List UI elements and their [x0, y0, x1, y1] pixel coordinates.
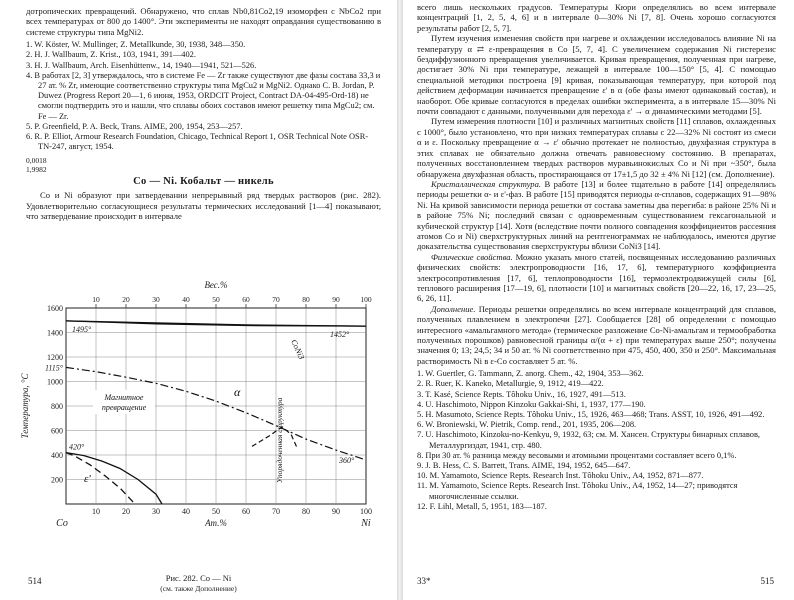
region-label-ordered: Упорядоченная структура: [275, 397, 284, 483]
y-tick-label: 1600: [47, 304, 63, 313]
right-paragraph: всего лишь нескольких градусов. Температуры Кюри определялись во всем интервале концентраций [1, 2, 5, 4, 6] и в интервале 0—30% Ni [7, 8]. Очень хорошо согласуются результаты работ [2, 5, 7].: [417, 2, 776, 33]
x-tick-label: 100: [360, 507, 372, 516]
page-number-left: 514: [28, 576, 42, 586]
top-tick-label: 30: [152, 295, 160, 304]
annotation-label: 420°: [69, 442, 85, 452]
right-paragraph: [417, 252, 776, 304]
y-tick-label: 1200: [47, 353, 63, 362]
reference-item: 7. U. Haschimoto, Kinzoku-no-Kenkyu, 9, 1932, 63; см. М. Хансен. Структуры бинарных сплавов, Металлургиздат, 1941, стр. 480.: [417, 430, 761, 450]
figure-caption-sub: (см. также Дополнение): [160, 584, 237, 593]
subsection-title: Дополнение.: [431, 303, 476, 314]
x-tick-label: 50: [212, 507, 220, 516]
reference-item: 5. H. Masumoto, Science Repts. Tôhoku Univ., 15, 1926, 463—468; Trans. ASST, 10, 1926, 491—492.: [417, 410, 765, 420]
paragraph-text: Периоды решетки определялись во всем интервале концентраций для сплавов, полученных плавлением в электропечи [27]. Сообщается [28] об определении с помощью интересного «амальгамного метода» (термическое разложение Co-Ni-амальгам и термообработка полученных порошков) равновесной границы α/(α + ε) при температурах выше 250°; получены значения 0; 13; 24,5; 34 и 50 ат. % Ni соответственно при 475, 450, 400, 350 и 250°. Максимальная растворимость Ni в ε-Co составляет 5 ат. %.: [417, 303, 776, 366]
y-tick-label: 1400: [47, 328, 63, 338]
left-top-paragraph: дотропических превращений. Обнаружено, что сплав Nb0,81Co2,19 изоморфен с NbCo2 при всех температурах от 800 до 1400°. Эти эксперименты не находят оправдания существованию в системе структуры типа MgNi2.: [26, 6, 381, 37]
page-number-right: 515: [760, 576, 774, 586]
phase-diagram-chart: [18, 278, 378, 570]
y-tick-label: 600: [51, 426, 63, 436]
reference-item: 6. W. Broniewski, W. Pietrik, Comp. rend., 201, 1935, 206—208.: [417, 420, 637, 430]
region-label-coni3: CoNi3: [289, 338, 307, 361]
paragraph-text: Можно указать много статей, посвященных исследованию различных физических свойств: электропроводности [16, 17, 6], температурного коэффициента электросопротивления [17, 6], теплопроводности [16], термоэлектродвижущей силы [6], теплового расширения [17—19, 6], плотности [10] и магнитных свойств [20—22, 16, 17, 23—25, 6, 26, 11].: [417, 251, 776, 304]
annotation-label: 1115°: [44, 363, 63, 373]
x-tick-label: 30: [152, 507, 160, 516]
reference-item: 6. R. P. Elliot, Armour Research Foundation, Chicago, Technical Report 1, OSR Technical Note OSR-TN-247, август, 1954.: [26, 132, 369, 152]
reference-item: 11. M. Yamamoto, Science Repts. Research Inst. Tôhoku Univ., A4, 1952, 14—27; приводятся многочисленные ссылки.: [417, 481, 738, 501]
right-page: [403, 0, 794, 600]
section-paragraph: Co и Ni образуют при затвердевании непрерывный ряд твердых растворов (рис. 282). Удовлетворительно согласующиеся результаты термических исследований [1—4] показывают, что затвердевание происходит в интервале: [26, 190, 381, 222]
top-tick-label: 80: [302, 295, 310, 304]
reference-item: 3. H. J. Wallbaum, Arch. Eisenhüttenw., 14, 1940—1941, 521—526.: [26, 60, 257, 70]
left-reference-list: [26, 40, 381, 152]
right-paragraph: Путем изучения изменения свойств при нагреве и охлаждении исследовалось влияние Ni на температуру α ⇄ ε-превращения в Co [5, 7, 4]. С увеличением содержания Ni гистерезис бездиффузионного превращения увеличивается. Кривая превращения, полученная при нагреве, достигает 30% Ni при температуре, лежащей в интервале 100—150° [5, 4]. С помощью специальной методики построена [9] кривая, показывающая температуру, при которой под действием деформации начинается превращение ε' в α (обе фазы имеют одинаковый состав), и наоборот. Обе кривые согласуются в пределах ошибки эксперимента, а в интервале 15—30% Ni почти совпадают с данными, полученными для перехода ε' → α динамическими методами [5].: [417, 33, 776, 117]
reference-item: 2. R. Ruer, K. Kaneko, Metallurgie, 9, 1912, 419—422.: [417, 379, 604, 389]
reference-item: 1. W. Köster, W. Mullinger, Z. Metallkunde, 30, 1938, 348—350.: [26, 40, 246, 50]
x-axis-left-label: Co: [56, 518, 68, 529]
top-tick-label: 10: [92, 295, 100, 304]
x-tick-label: 40: [182, 507, 190, 516]
reference-item: 3. T. Kasé, Science Repts. Tôhoku Univ., 16, 1927, 491—513.: [417, 389, 626, 399]
x-tick-label: 10: [92, 507, 100, 516]
right-paragraph: [417, 304, 776, 366]
signature-mark: 33*: [417, 576, 431, 586]
series-line-eps_right: [66, 453, 162, 504]
y-tick-label: 400: [51, 451, 63, 460]
top-axis-title: Вес.%: [204, 280, 228, 290]
y-tick-label: 800: [51, 402, 63, 411]
section-title: Co — Ni. Кобальт — никель: [133, 176, 274, 188]
x-tick-label: 20: [122, 507, 130, 516]
reference-item: 10. M. Yamamoto, Science Repts. Research Inst. Tôhoku Univ., A4, 1952, 871—877.: [417, 471, 704, 481]
top-tick-label: 70: [272, 295, 280, 304]
margin-note: [26, 156, 381, 174]
subsection-title: Физические свойства.: [431, 251, 513, 262]
reference-item: 12. F. Lihl, Metall, 5, 1951, 183—187.: [417, 501, 547, 511]
subsection-title: Кристаллическая структура.: [431, 178, 542, 189]
reference-item: 4. В работах [2, 3] утверждалось, что в системе Fe — Zr также существуют две фазы состава 33,3 и 27 ат. % Zr, имеющие соответственно структуры типа MgCu2 и MgNi2. Однако C. B. Jordan, P. Duwez (Progress Report 20—1, 6 июня, 1953, ORDCIT Project, Contract DA-04-495-Ord-18) не смогли подтвердить это и нашли, что сплавы обоих составов имеют решетку типа MgCu2; см. Fe — Zr.: [26, 70, 381, 121]
right-paragraph: Путем измерения плотности [10] и различных магнитных свойств [11] сплавов, охлажденных с 1000°, было установлено, что при низких температурах сплавы с 22—32% Ni состоят из смеси α и ε. Поскольку превращение α → ε' обычно протекает не полностью, двухфазная структура в этих сплавах не обязательно должна отвечать равновесному состоянию. В препаратах, полученных восстановлением твердых растворов муравьинокислых Co и Ni при ~350°, была обнаружена двухфазная область, простирающаяся от 17±1,5 до 32 ± 4% Ni [12] (см. Дополнение).: [417, 116, 776, 179]
right-reference-list: [417, 369, 776, 512]
top-tick-label: 20: [122, 295, 130, 304]
x-axis-right-label: Ni: [361, 518, 371, 529]
top-tick-label: 40: [182, 295, 190, 304]
reference-item: 9. J. B. Hess, C. S. Barrett, Trans. AIME, 194, 1952, 645—647.: [417, 461, 631, 471]
region-label-eps: ε': [84, 472, 91, 485]
x-tick-label: 70: [272, 507, 280, 516]
top-tick-label: 60: [242, 295, 250, 304]
reference-item: 2. H. J. Wallbaum, Z. Krist., 103, 1941, 391—402.: [26, 50, 196, 60]
reference-item: 1. W. Guertler, G. Tammann, Z. anorg. Chem., 42, 1904, 353—362.: [417, 369, 644, 379]
top-tick-label: 90: [332, 295, 340, 304]
region-label-magnetic: Магнитное: [104, 393, 144, 403]
annotation-label: 1452°: [330, 330, 350, 340]
y-axis-title: Температура, °С: [20, 373, 30, 439]
x-tick-label: 80: [302, 507, 310, 516]
y-tick-label: 200: [51, 475, 63, 485]
reference-item: 5. P. Greenfield, P. A. Beck, Trans. AIME, 200, 1954, 253—257.: [26, 121, 243, 131]
region-label-alpha: α: [234, 385, 241, 400]
x-axis-title: Ат.%: [205, 518, 227, 528]
reference-item: 4. U. Haschimoto, Nippon Kinzoku Gakkai-Shi, 1, 1937, 177—190.: [417, 399, 646, 409]
reference-item: 8. При 30 ат. % разница между весовыми и атомными процентами составляет всего 0,1%.: [417, 450, 737, 460]
x-tick-label: 90: [332, 507, 340, 516]
right-paragraph: [417, 179, 776, 252]
margin-note-line: 0,0018: [26, 156, 47, 166]
figure-caption: Рис. 282. Co — Ni: [165, 573, 232, 583]
annotation-label: 360°: [339, 455, 355, 465]
top-tick-label: 50: [212, 295, 220, 304]
margin-note-line: 1,9982: [26, 165, 47, 175]
top-tick-label: 100: [360, 295, 372, 304]
x-tick-label: 60: [242, 507, 250, 516]
annotation-label: 1495°: [72, 324, 92, 334]
paragraph-text: В работе [13] и более тщательно в работе [14] определялись периоды решетки α- и ε'-фаз. В работе [15] приводятся периоды α-сплавов, содержащих 91—98% Ni. На кривой зависимости периода решетки от состава заметны два перегиба: в районе 25% Ni и в районе 75% Ni; последний связан с одновременным существованием гексагональной и кубической структур [14]. Хотя (вследствие почти полного совпадения коэффициентов рассеяния атомов Co и Ni) сверхструктурных линий на рентгенограммах не наблюдалось, имеются другие доказательства существования сверхструктуры вблизи CoNi3 [14].: [417, 178, 776, 252]
region-label-magnetic: превращение: [101, 403, 147, 413]
y-tick-label: 1000: [47, 377, 63, 387]
